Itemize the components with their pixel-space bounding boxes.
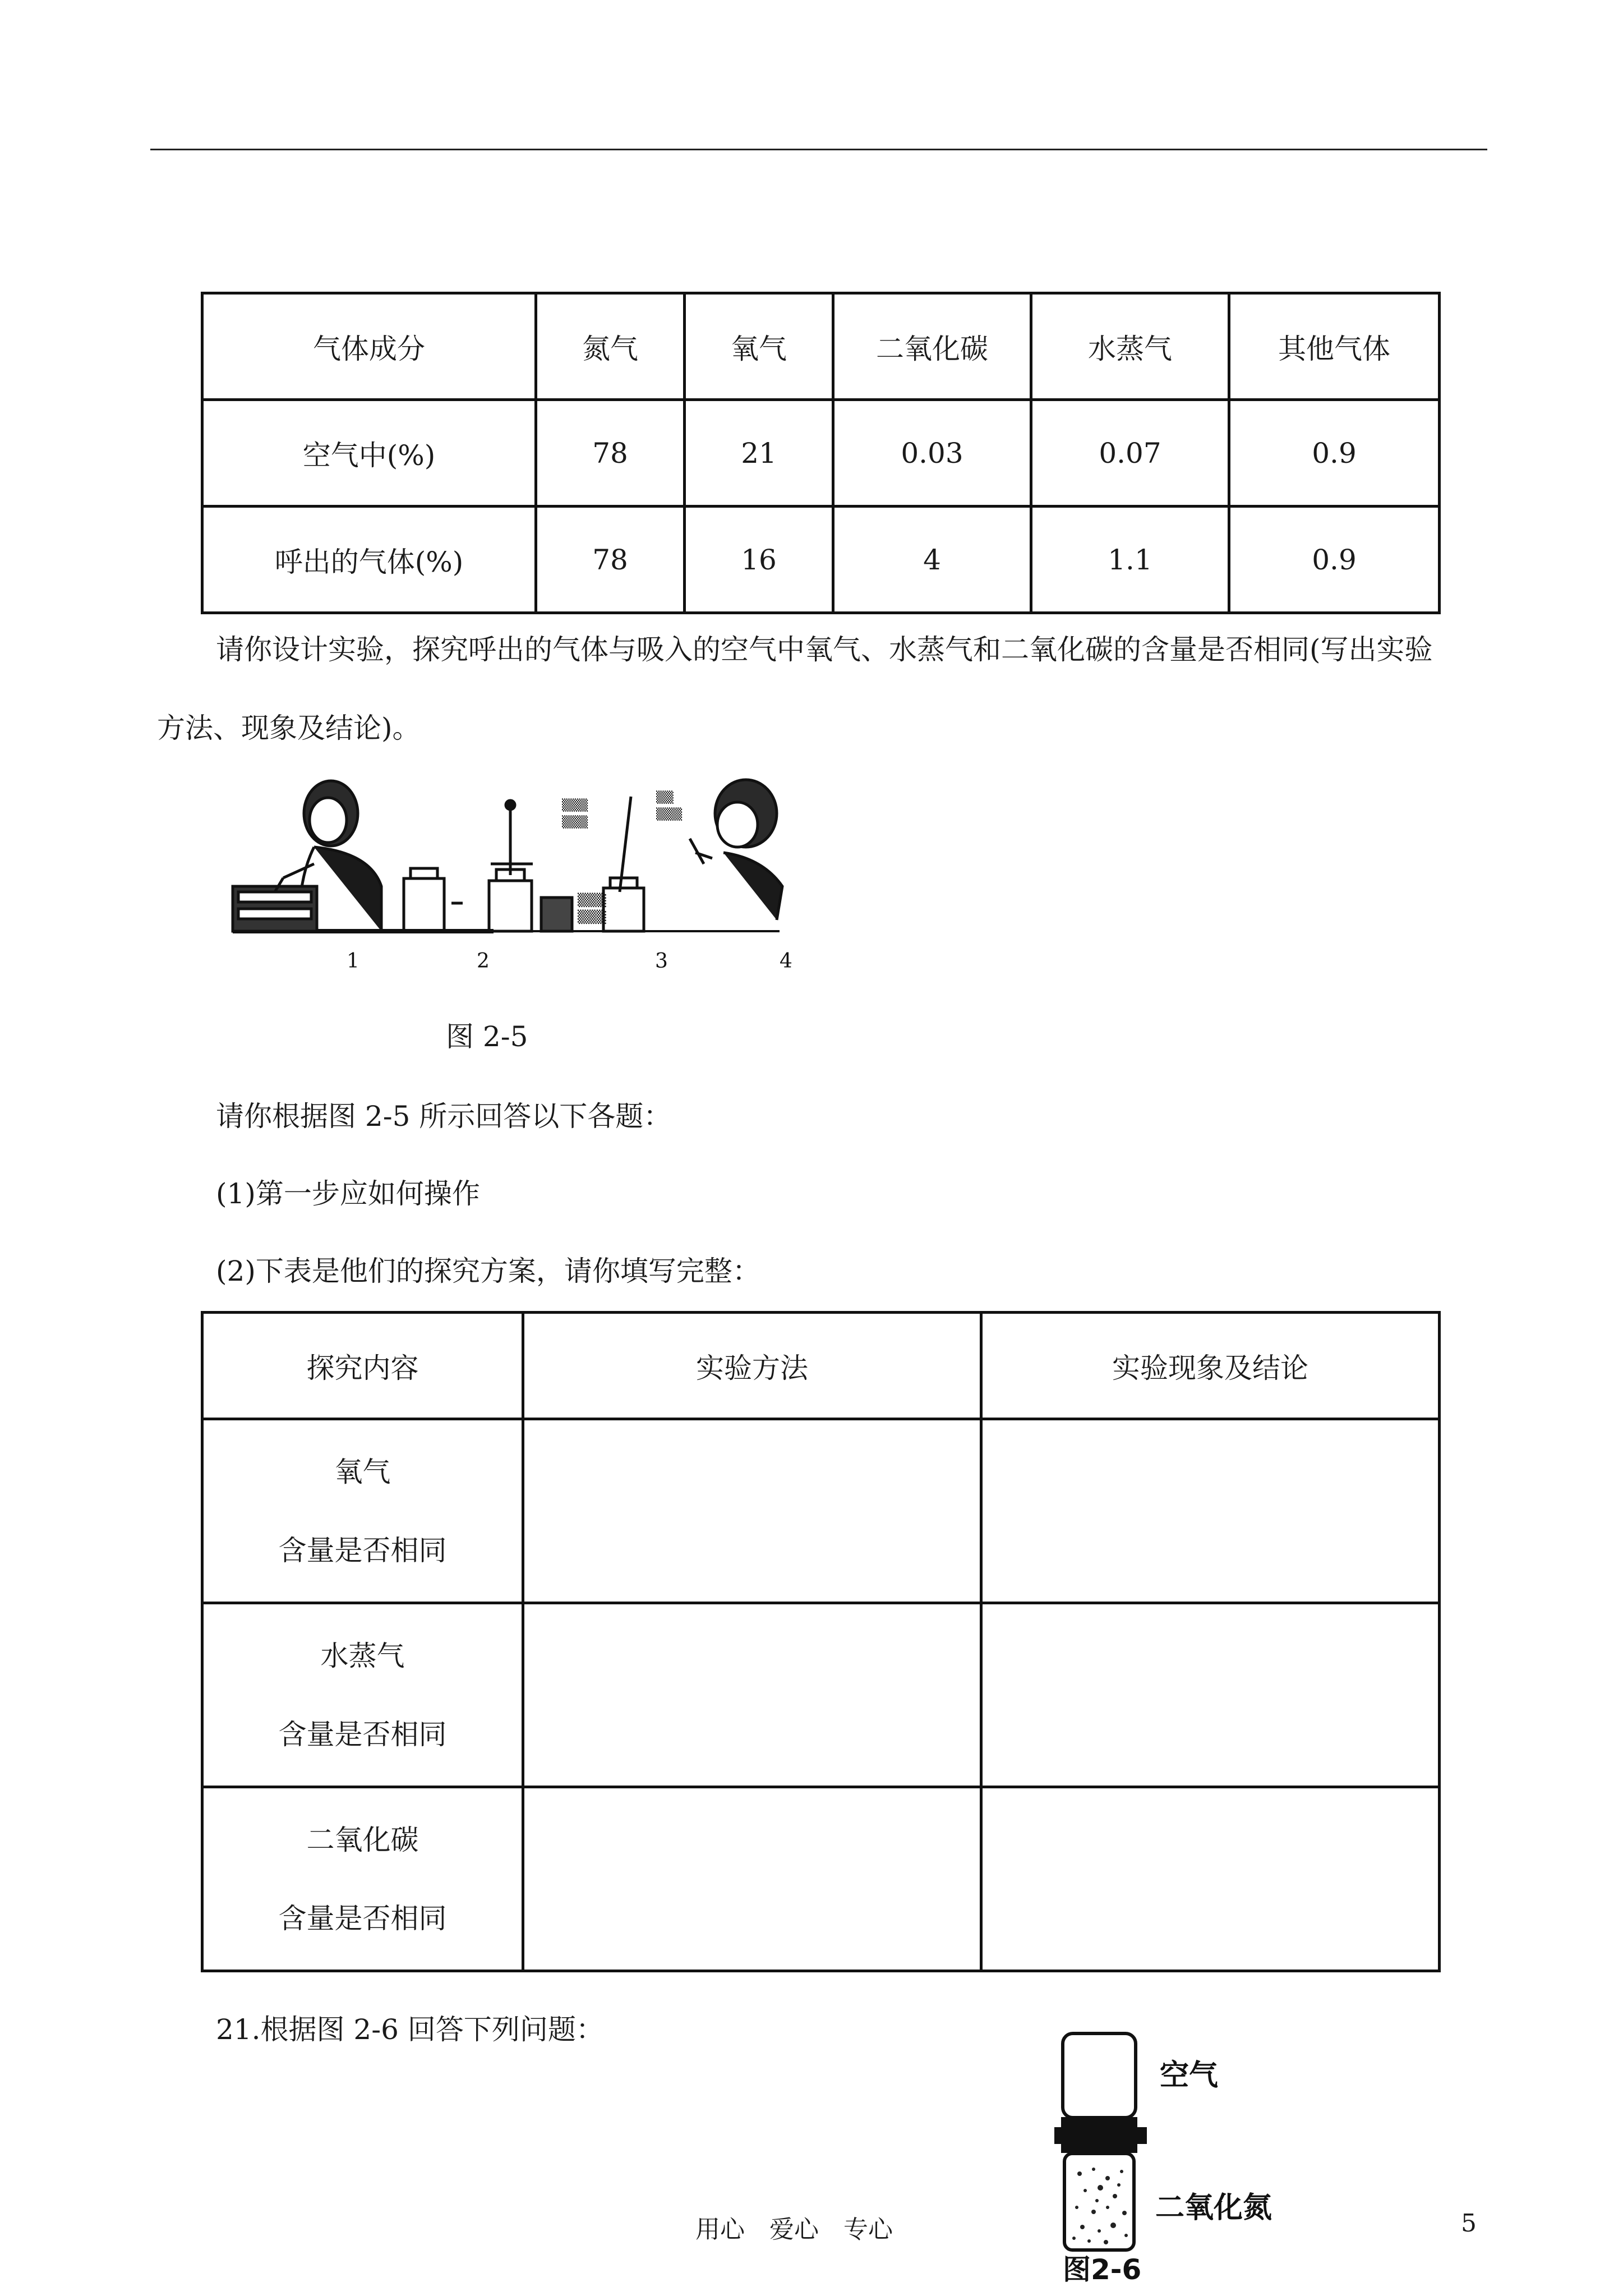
row-label (202, 1787, 523, 1971)
row-label (202, 1419, 523, 1603)
row-label-line-2: 含量是否相同 (278, 1902, 447, 1935)
gas-composition-table (201, 292, 1441, 614)
figure-2-6 (1054, 2022, 1290, 2286)
gas-jars-illustration (1054, 2022, 1290, 2286)
experiment-illustration (230, 774, 836, 976)
table-row (202, 1603, 1440, 1787)
header-cell: 实验现象及结论 (981, 1313, 1440, 1419)
row-label-line-1: 二氧化碳 (306, 1823, 419, 1856)
row-label-line-2: 含量是否相同 (278, 1718, 447, 1751)
row-label-line-1: 水蒸气 (320, 1639, 405, 1672)
no2-jar-icon (1064, 2154, 1134, 2250)
row-label: 呼出的气体(%) (202, 507, 536, 613)
row-label (202, 1603, 523, 1787)
row-label-line-2: 含量是否相同 (278, 1534, 447, 1567)
step-number-3: 3 (655, 950, 668, 973)
no2-label: 二氧化氮 (1155, 2191, 1272, 2225)
table-cell: 21 (685, 400, 833, 507)
figure-2-5-caption: 图 2-5 (446, 1020, 528, 1053)
header-cell: 氧气 (685, 293, 833, 400)
table-cell: 16 (685, 507, 833, 613)
table-row (202, 507, 1440, 613)
beaker-icon (541, 892, 607, 931)
gas-bottle-icon (489, 800, 533, 931)
table-row (202, 400, 1440, 507)
result-answer-cell[interactable] (981, 1419, 1440, 1603)
figure-2-5 (230, 774, 836, 976)
result-answer-cell[interactable] (981, 1787, 1440, 1971)
header-cell: 二氧化碳 (833, 293, 1031, 400)
header-rule (150, 149, 1487, 150)
figure-2-6-caption: 图2-6 (1063, 2253, 1142, 2286)
step-number-1: 1 (347, 950, 359, 973)
header-cell: 实验方法 (523, 1313, 981, 1419)
table-header-row (202, 1313, 1440, 1419)
svg-text:▒▒: ▒▒ (656, 790, 674, 804)
header-cell: 气体成分 (202, 293, 536, 400)
intro-line-2: 方法、现象及结论)。 (157, 712, 421, 744)
table-cell: 0.9 (1229, 400, 1440, 507)
question-21: 21.根据图 2-6 回答下列问题： (216, 2013, 604, 2046)
table-cell: 0.9 (1229, 507, 1440, 613)
question-1: (1)第一步应如何操作 (216, 1177, 480, 1210)
step-number-4: 4 (780, 950, 792, 973)
method-answer-cell[interactable] (523, 1419, 981, 1603)
header-cell: 探究内容 (202, 1313, 523, 1419)
table-cell: 0.03 (833, 400, 1031, 507)
intro-line-1: 请你设计实验，探究呼出的气体与吸入的空气中氧气、水蒸气和二氧化碳的含量是否相同(写出实验 (216, 633, 1433, 666)
air-jar-icon (1063, 2033, 1136, 2118)
row-label-line-1: 氧气 (334, 1455, 391, 1488)
footer-text: 用心 爱心 专心 (695, 2215, 893, 2244)
gas-bottle-icon (404, 868, 463, 931)
table-cell: 1.1 (1031, 507, 1229, 613)
svg-text:▒▒▒: ▒▒▒ (656, 807, 683, 821)
table-cell: 4 (833, 507, 1031, 613)
svg-text:▒▒▒: ▒▒▒ (578, 894, 606, 908)
person-1-icon (233, 781, 381, 931)
table-cell: 78 (536, 507, 685, 613)
question-prompt: 请你根据图 2-5 所示回答以下各题： (216, 1100, 672, 1133)
header-cell: 氮气 (536, 293, 685, 400)
table-cell: 78 (536, 400, 685, 507)
method-answer-cell[interactable] (523, 1603, 981, 1787)
method-answer-cell[interactable] (523, 1787, 981, 1971)
table-row (202, 1419, 1440, 1603)
page-number: 5 (1461, 2209, 1477, 2238)
svg-text:▒▒▒: ▒▒▒ (562, 815, 588, 829)
person-4-icon (690, 780, 782, 920)
step-number-2: 2 (477, 950, 490, 973)
header-cell: 其他气体 (1229, 293, 1440, 400)
table-header-row (202, 293, 1440, 400)
experiment-plan-table (201, 1311, 1441, 1972)
table-row (202, 1787, 1440, 1971)
air-label: 空气 (1160, 2059, 1219, 2092)
svg-text:▒▒▒: ▒▒▒ (562, 798, 588, 812)
header-cell: 水蒸气 (1031, 293, 1229, 400)
svg-text:▒▒▒: ▒▒▒ (578, 910, 606, 924)
question-2: (2)下表是他们的探究方案，请你填写完整： (216, 1255, 760, 1287)
row-label: 空气中(%) (202, 400, 536, 507)
table-cell: 0.07 (1031, 400, 1229, 507)
result-answer-cell[interactable] (981, 1603, 1440, 1787)
